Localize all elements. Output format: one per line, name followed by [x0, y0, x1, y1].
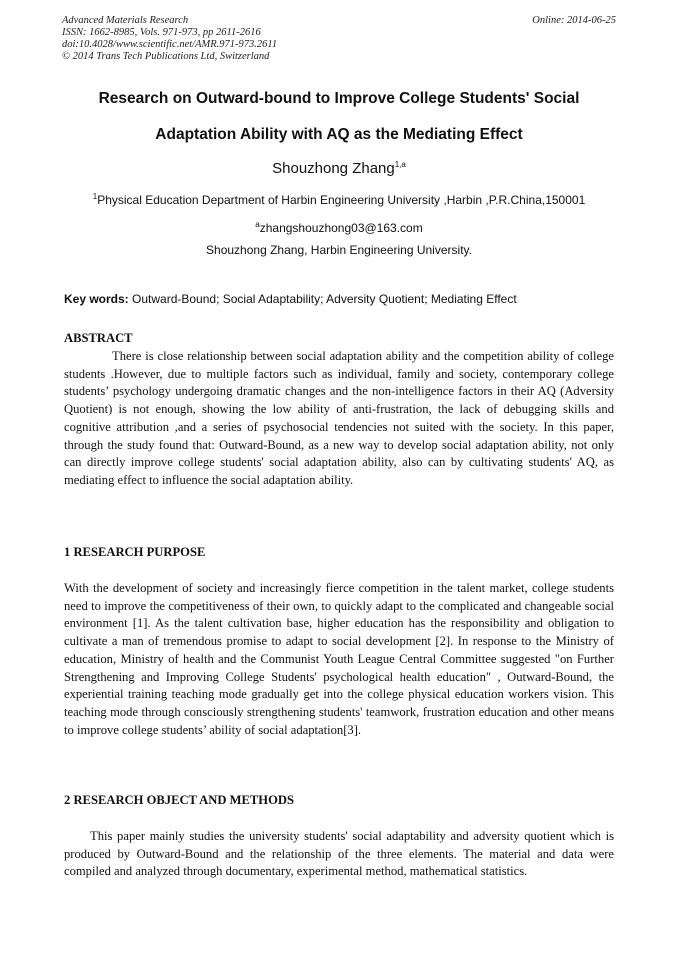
affiliation-line [40, 193, 638, 207]
affiliation-department: Physical Education Department of Harbin Engineering University ,Harbin ,P.R.China,150001 [97, 193, 586, 207]
abstract-text: There is close relationship between social adaptation ability and the competition ability of college students .However, due to multiple factors such as individual, family and society, contemporary college students’ psychology undergoing dramatic changes and the non-intelligence factors in their AQ (Adversity Quotient) is not enough, showing the low ability of anti-frustration, the lack of debugging skills and cognitive attribution ,and a series of psychosocial tendencies not suited with the society. In this paper, through the study found that: Outward-Bound, as a new way to develop social adaptation ability, not only can directly improve college students' social adaptation ability, also can by cultivating students' AQ, as mediating effect to influence the social adaptation ability. [64, 349, 614, 487]
keywords-line [64, 292, 624, 306]
affiliation-superscript: 1 [92, 192, 98, 201]
issn-line: ISSN: 1662-8985, Vols. 971-973, pp 2611-2616 [62, 27, 261, 38]
copyright-line: © 2014 Trans Tech Publications Ltd, Switzerland [62, 51, 270, 62]
section-1-heading: 1 RESEARCH PURPOSE [64, 545, 206, 559]
section-2-text: This paper mainly studies the university students' social adaptability and adversity quotient which is produced by Outward-Bound and the relationship of the three elements. The material and data were compiled and analyzed through documentary, experimental method, mathematical statistics. [64, 829, 614, 879]
author-name: Shouzhong Zhang [272, 160, 395, 177]
affiliation-summary: Shouzhong Zhang, Harbin Engineering University. [206, 243, 472, 257]
paper-title-line-2: Adaptation Ability with AQ as the Mediating Effect [155, 126, 523, 143]
journal-name: Advanced Materials Research [62, 15, 189, 26]
keywords-text: Outward-Bound; Social Adaptability; Adversity Quotient; Mediating Effect [132, 292, 517, 306]
online-date: Online: 2014-06-25 [532, 15, 616, 26]
abstract-heading: ABSTRACT [64, 331, 133, 345]
author-email: zhangshouzhong03@163.com [259, 221, 423, 235]
keywords-label: Key words: [64, 292, 129, 306]
email-superscript: a [255, 220, 260, 229]
doi-line: doi:10.4028/www.scientific.net/AMR.971-973.2611 [62, 39, 278, 50]
author-superscript: 1,a [394, 160, 406, 169]
author-line [62, 160, 616, 177]
journal-header [62, 15, 616, 63]
email-line [40, 221, 638, 235]
section-1-text: With the development of society and increasingly fierce competition in the talent market, college students need to improve the competitiveness of their own, to quickly adapt to the complicated and changeable social environment [1]. As the talent cultivation base, higher education has the responsibility and obligation to cultivate a man of tremendous promise to adapt to social development [2]. In response to the Ministry of education, Ministry of health and the Communist Youth League Central Committee suggested "on Further Strengthening and Improving College Students' psychological health education" , Outward-Bound, the experiential training teaching mode gradually get into the college physical education workers vision. This teaching mode through consciously strengthening students' teamwork, frustration education and other means to improve college students’ ability of social adaptation[3]. [64, 581, 614, 737]
paper-title-line-1: Research on Outward-bound to Improve College Students' Social [98, 90, 580, 107]
section-2-heading: 2 RESEARCH OBJECT AND METHODS [64, 793, 294, 807]
